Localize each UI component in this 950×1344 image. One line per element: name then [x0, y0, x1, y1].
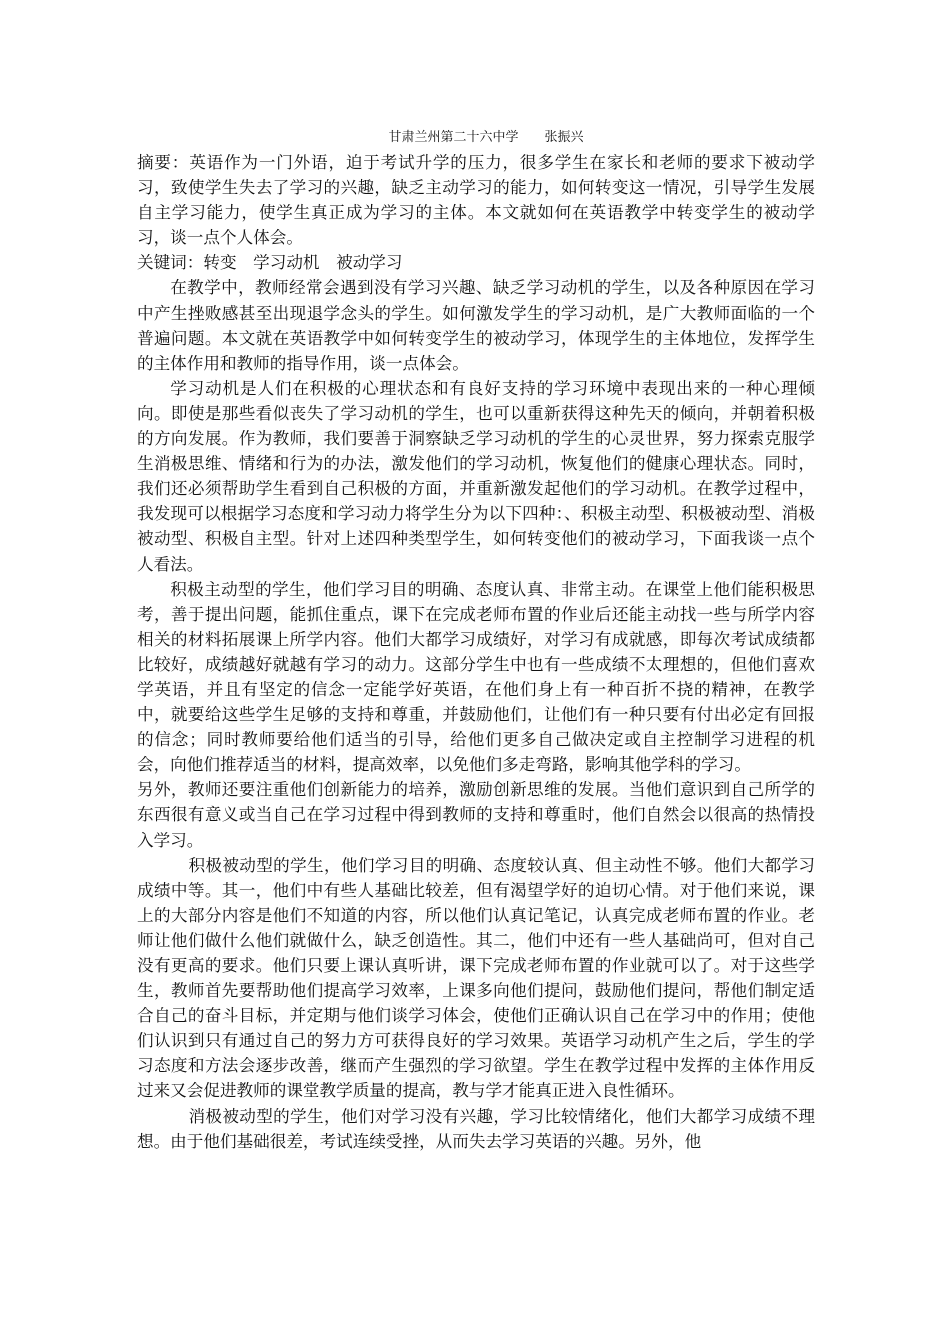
abstract-label: 摘要： — [137, 153, 190, 172]
body-paragraph-intro: 在教学中，教师经常会遇到没有学习兴趣、缺乏学习动机的学生，以及各种原因在学习中产生挫败感甚至出现退学念头的学生。如何激发学生的学习动机，是广大教师面临的一个普遍问题。本文就在英语教学中如何转变学生的被动学习，体现学生的主体地位，发挥学生的主体作用和教师的指导作用，谈一点体会。 — [137, 278, 815, 373]
keywords-text: 转变 学习动机 被动学习 — [203, 253, 403, 273]
author-byline: 甘肃兰州第二十六中学 张振兴 — [388, 130, 584, 145]
body-paragraph-active-passive: 积极被动型的学生，他们学习目的明确、态度较认真、但主动性不够。他们大都学习成绩中等。其一，他们中有些人基础比较差，但有渴望学好的迫切心情。对于他们来说，课上的大部分内容是他们不知道的内容，所以他们认真记笔记，认真完成老师布置的作业。老师让他们做什么他们就做什么，缺乏创造性。其二，他们中还有一些人基础尚可，但对自己没有更高的要求。他们只要上课认真听讲，课下完成老师布置的作业就可以了。对于这些学生，教师首先要帮助他们提高学习效率，上课多向他们提问，鼓励他们提问，帮他们制定适合自己的奋斗目标，并定期与他们谈学习体会，使他们正确认识自己在学习中的作用；使他们认识到只有通过自己的努力方可获得良好的学习效果。英语学习动机产生之后，学生的学习态度和方法会逐步改善，继而产生强烈的学习欲望。学生在教学过程中发挥的主体作用反过来又会促进教师的课堂教学质量的提高，教与学才能真正进入良性循环。 — [137, 855, 815, 1101]
abstract-text: 英语作为一门外语，迫于考试升学的压力，很多学生在家长和老师的要求下被动学习，致使学生失去了学习的兴趣，缺乏主动学习的能力，如何转变这一情况，引导学生发展自主学习能力，使学生真正成为学习的主体。本文就如何在英语教学中转变学生的被动学习，谈一点个人体会。 — [137, 153, 816, 248]
body-paragraph-negative-passive: 消极被动型的学生，他们对学习没有兴趣，学习比较情绪化，他们大都学习成绩不理想。由于他们基础很差，考试连续受挫，从而失去学习英语的兴趣。另外，他 — [137, 1106, 815, 1151]
document-page — [137, 128, 815, 1154]
body-paragraph-active-proactive: 积极主动型的学生，他们学习目的明确、态度认真、非常主动。在课堂上他们能积极思考，善于提出问题，能抓住重点，课下在完成老师布置的作业后还能主动找一些与所学内容相关的材料拓展课上所学内容。他们大都学习成绩好，对学习有成就感，即每次考试成绩都比较好，成绩越好就越有学习的动力。这部分学生中也有一些成绩不太理想的，但他们喜欢学英语，并且有坚定的信念一定能学好英语，在他们身上有一种百折不挠的精神，在教学中，就要给这些学生足够的支持和尊重，并鼓励他们，让他们有一种只要有付出必定有回报的信念；同时教师要给他们适当的引导，给他们更多自己做决定或自主控制学习进程的机会，向他们推荐适当的材料，提高效率，以免他们多走弯路，影响其他学科的学习。 — [137, 579, 815, 775]
keywords — [137, 250, 815, 275]
body-paragraph-motivation: 学习动机是人们在积极的心理状态和有良好支持的学习环境中表现出来的一种心理倾向。即使是那些看似丧失了学习动机的学生，也可以重新获得这种先天的倾向，并朝着积极的方向发展。作为教师，我们要善于洞察缺乏学习动机的学生的心灵世界，努力探索克服学生消极思维、情绪和行为的办法，激发他们的学习动机，恢复他们的健康心理状态。同时，我们还必须帮助学生看到自己积极的方面，并重新激发起他们的学习动机。在教学过程中，我发现可以根据学习态度和学习动力将学生分为以下四种：、积极主动型、积极被动型、消极被动型、积极自主型。针对上述四种类型学生，如何转变他们的被动学习，下面我谈一点个人看法。 — [137, 378, 815, 574]
body-paragraph-innovation: 另外，教师还要注重他们创新能力的培养，激励创新思维的发展。当他们意识到自己所学的东西很有意义或当自己在学习过程中得到教师的支持和尊重时，他们自然会以很高的热情投入学习。 — [137, 780, 815, 850]
keywords-label: 关键词： — [137, 253, 204, 273]
abstract — [137, 150, 815, 250]
